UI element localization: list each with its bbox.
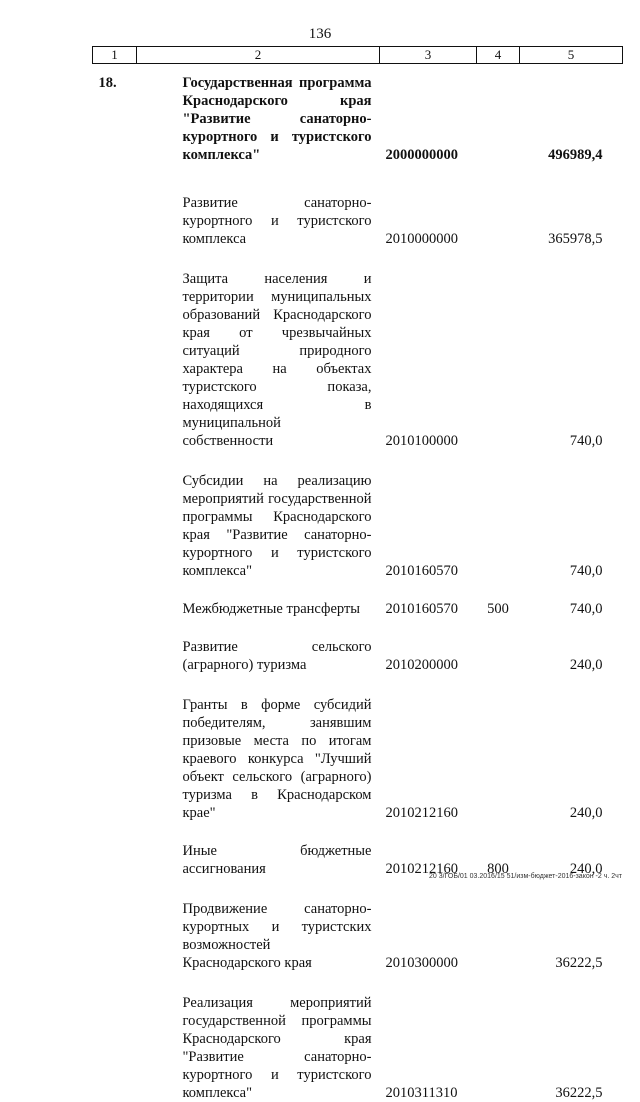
page-number: 136 <box>0 26 640 43</box>
row-expense-type: 500 <box>477 580 520 618</box>
row-code: 2010300000 <box>380 878 477 972</box>
footer-note: 20 3/ГОБ/01 03.2016/15 51/изм-бюджет-2016-закон -2 ч. 2чт <box>429 873 622 880</box>
row-number <box>93 674 137 822</box>
row-number <box>93 164 137 248</box>
table-row <box>93 580 623 618</box>
table-row <box>93 450 623 580</box>
row-expense-type <box>477 248 520 450</box>
row-code: 2010212160 <box>380 674 477 822</box>
header-col-1: 1 <box>93 47 137 64</box>
row-number <box>93 878 137 972</box>
row-name: Иные бюджетные ассигнования <box>137 822 380 878</box>
row-name: Развитие сельского (аграрного) туризма <box>137 618 380 674</box>
row-amount: 740,0 <box>520 580 623 618</box>
row-number <box>93 450 137 580</box>
row-expense-type <box>477 164 520 248</box>
row-code: 2010212160 <box>380 822 477 878</box>
row-number <box>93 618 137 674</box>
table-row <box>93 972 623 1102</box>
row-amount: 240,0 <box>520 822 623 878</box>
header-col-2: 2 <box>137 47 380 64</box>
row-amount: 740,0 <box>520 450 623 580</box>
table-row <box>93 618 623 674</box>
budget-table <box>92 46 623 1102</box>
row-code: 2010000000 <box>380 164 477 248</box>
row-amount: 240,0 <box>520 618 623 674</box>
row-number: 18. <box>93 64 137 165</box>
row-amount: 240,0 <box>520 674 623 822</box>
row-name: Защита населения и территории муниципальных образований Краснодарского края от чрезвычайных ситуаций природного характера на объектах туристского показа, находящихся в муниципальной собственности <box>137 248 380 450</box>
row-number <box>93 248 137 450</box>
row-name: Субсидии на реализацию мероприятий государственной программы Краснодарского края "Развитие санаторно-курортного и туристского комплекса" <box>137 450 380 580</box>
header-row <box>93 47 623 64</box>
row-code: 2010100000 <box>380 248 477 450</box>
row-amount: 496989,4 <box>520 64 623 165</box>
row-name: Продвижение санаторно-курортных и туристских возможностей Краснодарского края <box>137 878 380 972</box>
header-col-5: 5 <box>520 47 623 64</box>
row-expense-type <box>477 674 520 822</box>
table-row <box>93 674 623 822</box>
row-number <box>93 972 137 1102</box>
row-expense-type <box>477 64 520 165</box>
header-col-3: 3 <box>380 47 477 64</box>
row-name: Реализация мероприятий государственной программы Краснодарского края "Развитие санаторно-курортного и туристского комплекса" <box>137 972 380 1102</box>
row-name: Государственная программа Краснодарского края "Развитие санаторно-курортного и туристского комплекса" <box>137 64 380 165</box>
row-number <box>93 580 137 618</box>
row-amount: 365978,5 <box>520 164 623 248</box>
row-code: 2010311310 <box>380 972 477 1102</box>
table-row <box>93 878 623 972</box>
table-row <box>93 164 623 248</box>
row-code: 2010200000 <box>380 618 477 674</box>
row-expense-type: 800 <box>477 822 520 878</box>
table-row <box>93 64 623 165</box>
row-code: 2010160570 <box>380 580 477 618</box>
table-row <box>93 248 623 450</box>
row-number <box>93 822 137 878</box>
row-code: 2010160570 <box>380 450 477 580</box>
header-col-4: 4 <box>477 47 520 64</box>
row-expense-type <box>477 618 520 674</box>
row-name: Гранты в форме субсидий победителям, занявшим призовые места по итогам краевого конкурса "Лучший объект сельского (аграрного) туризма в Краснодарском крае" <box>137 674 380 822</box>
row-expense-type <box>477 450 520 580</box>
row-code: 2000000000 <box>380 64 477 165</box>
row-amount: 36222,5 <box>520 878 623 972</box>
row-amount: 740,0 <box>520 248 623 450</box>
row-expense-type <box>477 878 520 972</box>
table-body <box>93 64 623 1102</box>
row-expense-type <box>477 972 520 1102</box>
row-name: Развитие санаторно-курортного и туристского комплекса <box>137 164 380 248</box>
row-name: Межбюджетные трансферты <box>137 580 380 618</box>
row-amount: 36222,5 <box>520 972 623 1102</box>
table-row <box>93 822 623 878</box>
